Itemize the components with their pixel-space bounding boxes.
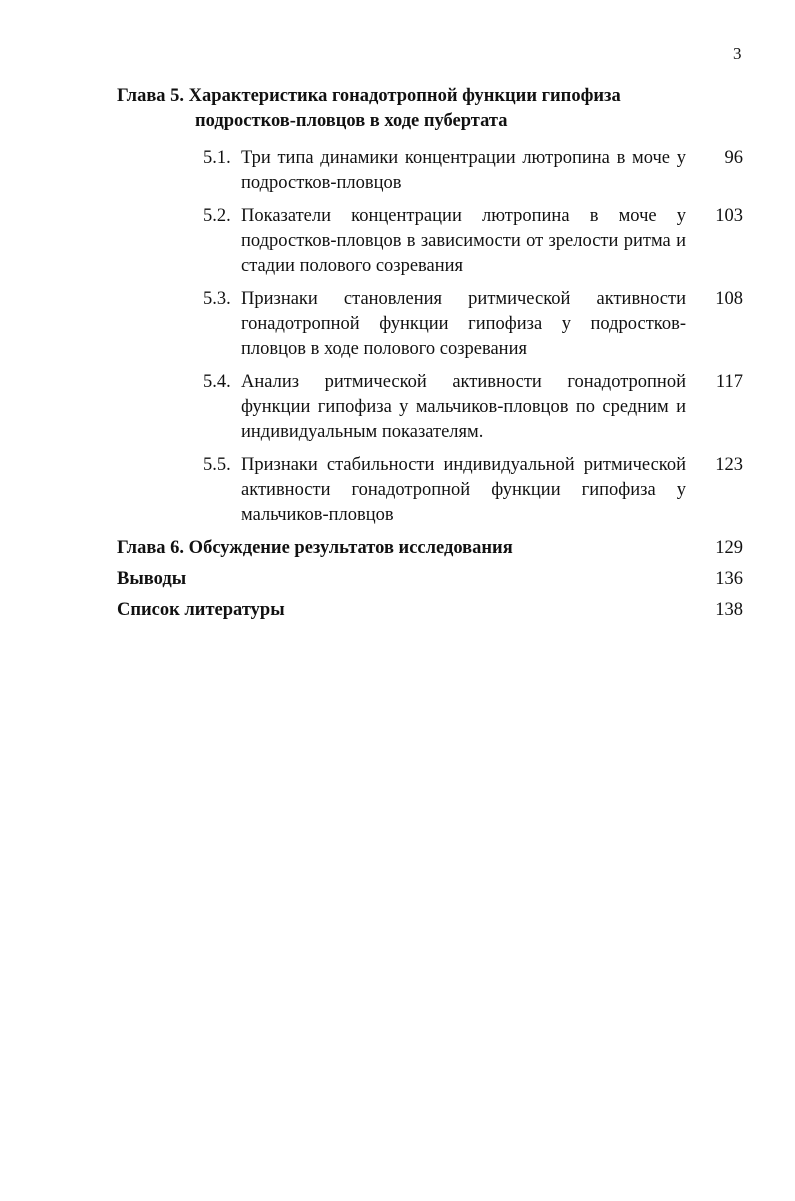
section-page: 123 bbox=[715, 455, 743, 475]
references-page: 138 bbox=[715, 600, 743, 620]
references-title: Список литературы bbox=[117, 600, 285, 620]
toc-section-5-2 bbox=[203, 204, 743, 279]
section-title: Анализ ритмической активности гонадотропной функции гипофиза у мальчиков-пловцов по средним и индивидуальным показателям. bbox=[241, 372, 686, 442]
conclusions-page: 136 bbox=[715, 569, 743, 589]
section-page: 117 bbox=[715, 372, 743, 392]
section-number: 5.4. bbox=[203, 372, 231, 392]
section-title: Признаки становления ритмической активности гонадотропной функции гипофиза у подростков-пловцов в ходе полового созревания bbox=[241, 289, 686, 359]
chapter-6-page: 129 bbox=[715, 538, 743, 558]
page-number: 3 bbox=[733, 44, 742, 63]
toc-conclusions bbox=[117, 567, 743, 592]
section-number: 5.3. bbox=[203, 289, 231, 309]
section-title: Показатели концентрации лютропина в моче у подростков-пловцов в зависимости от зрелости ритма и стадии полового созревания bbox=[241, 206, 686, 276]
section-number: 5.1. bbox=[203, 148, 231, 168]
toc-section-5-5 bbox=[203, 453, 743, 528]
section-page: 96 bbox=[724, 148, 743, 168]
section-title: Признаки стабильности индивидуальной ритмической активности гонадотропной функции гипофиза у мальчиков-пловцов bbox=[241, 455, 686, 525]
toc-section-5-4 bbox=[203, 370, 743, 445]
section-number: 5.2. bbox=[203, 206, 231, 226]
toc-section-5-3 bbox=[203, 287, 743, 362]
chapter-5-title: Глава 5. Характеристика гонадотропной функции гипофиза подростков-пловцов в ходе пубертата bbox=[117, 86, 621, 131]
section-number: 5.5. bbox=[203, 455, 231, 475]
conclusions-title: Выводы bbox=[117, 569, 187, 589]
section-page: 103 bbox=[715, 206, 743, 226]
toc-chapter-6 bbox=[117, 536, 743, 561]
section-title: Три типа динамики концентрации лютропина в моче у подростков-пловцов bbox=[241, 148, 686, 193]
toc-section-5-1 bbox=[203, 146, 743, 196]
table-of-contents bbox=[117, 84, 743, 629]
section-page: 108 bbox=[715, 289, 743, 309]
chapter-6-title: Глава 6. Обсуждение результатов исследования bbox=[117, 538, 513, 558]
toc-references bbox=[117, 598, 743, 623]
